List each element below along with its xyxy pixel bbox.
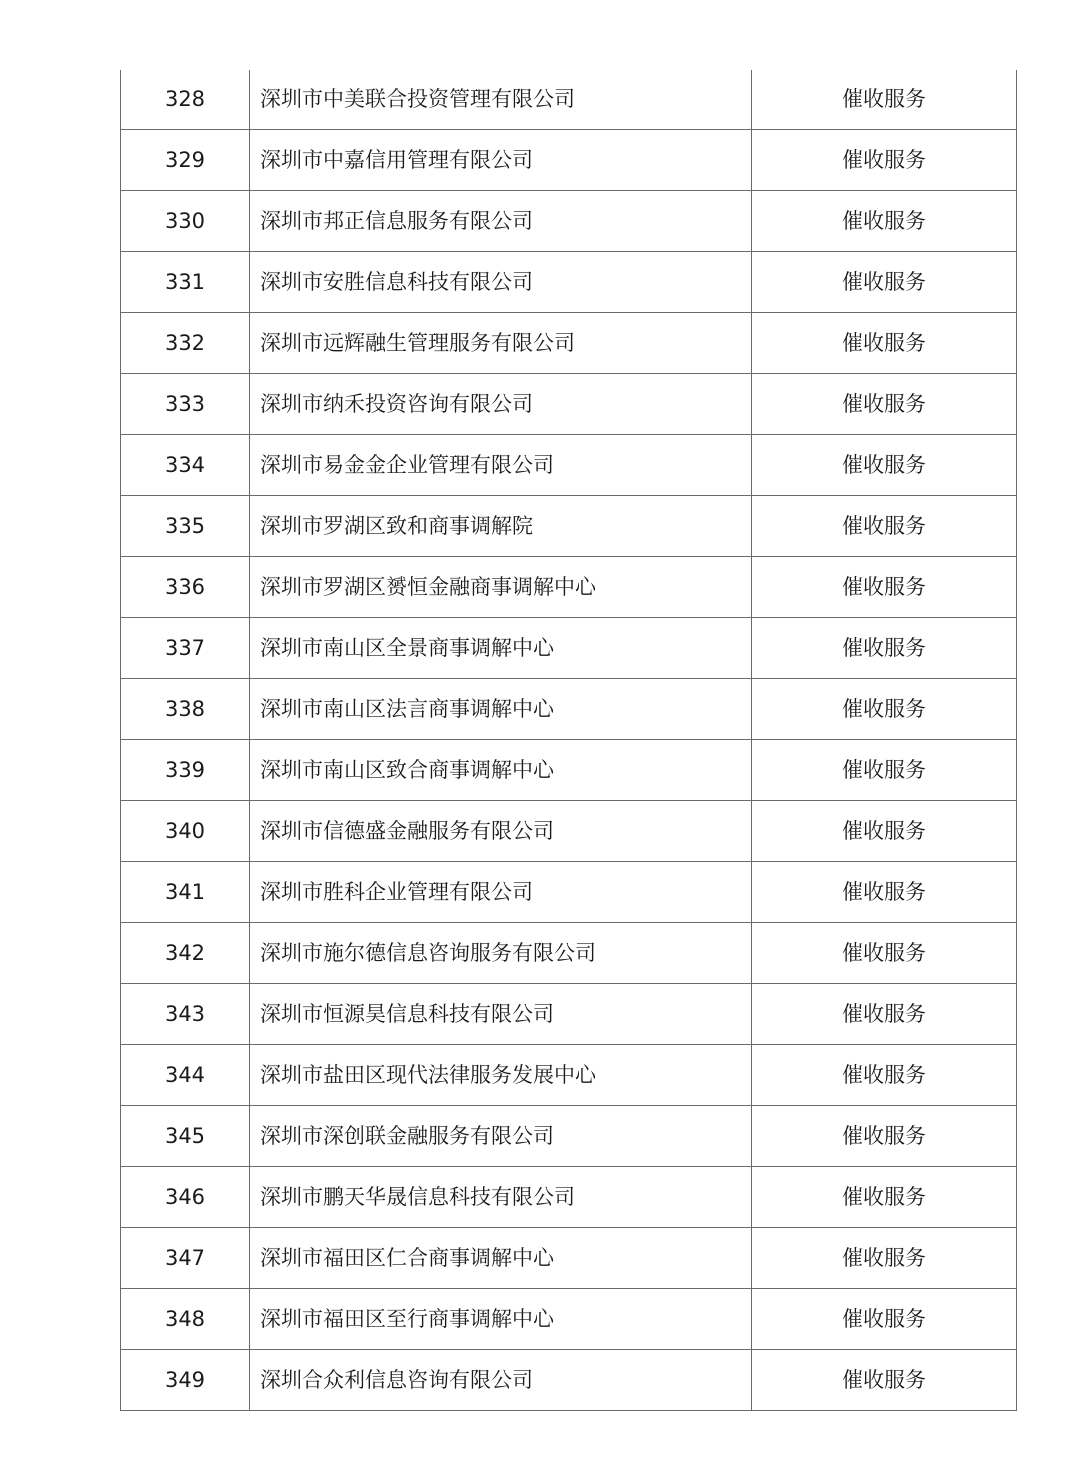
table-row: [121, 1289, 1017, 1350]
table-row: [121, 252, 1017, 313]
table-row: [121, 1350, 1017, 1411]
row-number: 333: [121, 374, 250, 435]
service-type: 催收服务: [752, 1350, 1017, 1411]
company-name: 深圳市中美联合投资管理有限公司: [250, 70, 752, 130]
table-row: [121, 374, 1017, 435]
table-row: [121, 70, 1017, 130]
service-type: 催收服务: [752, 618, 1017, 679]
table-row: [121, 1167, 1017, 1228]
table-row: [121, 984, 1017, 1045]
table-row: [121, 1228, 1017, 1289]
service-type: 催收服务: [752, 1167, 1017, 1228]
company-list-table: [120, 70, 1017, 1411]
row-number: 337: [121, 618, 250, 679]
row-number: 332: [121, 313, 250, 374]
service-type: 催收服务: [752, 1289, 1017, 1350]
company-name: 深圳市南山区全景商事调解中心: [250, 618, 752, 679]
service-type: 催收服务: [752, 679, 1017, 740]
row-number: 328: [121, 70, 250, 130]
row-number: 339: [121, 740, 250, 801]
service-type: 催收服务: [752, 923, 1017, 984]
service-type: 催收服务: [752, 801, 1017, 862]
service-type: 催收服务: [752, 862, 1017, 923]
table-body: [121, 70, 1017, 1411]
service-type: 催收服务: [752, 1106, 1017, 1167]
row-number: 331: [121, 252, 250, 313]
row-number: 346: [121, 1167, 250, 1228]
table-row: [121, 618, 1017, 679]
company-name: 深圳市南山区致合商事调解中心: [250, 740, 752, 801]
document-page: [120, 70, 1016, 1411]
row-number: 335: [121, 496, 250, 557]
row-number: 344: [121, 1045, 250, 1106]
table-row: [121, 923, 1017, 984]
table-row: [121, 679, 1017, 740]
row-number: 336: [121, 557, 250, 618]
company-name: 深圳市罗湖区致和商事调解院: [250, 496, 752, 557]
table-row: [121, 740, 1017, 801]
table-row: [121, 1045, 1017, 1106]
row-number: 345: [121, 1106, 250, 1167]
company-name: 深圳市深创联金融服务有限公司: [250, 1106, 752, 1167]
service-type: 催收服务: [752, 130, 1017, 191]
row-number: 342: [121, 923, 250, 984]
company-name: 深圳市信德盛金融服务有限公司: [250, 801, 752, 862]
company-name: 深圳市福田区至行商事调解中心: [250, 1289, 752, 1350]
company-name: 深圳市中嘉信用管理有限公司: [250, 130, 752, 191]
table-row: [121, 191, 1017, 252]
service-type: 催收服务: [752, 1228, 1017, 1289]
company-name: 深圳合众利信息咨询有限公司: [250, 1350, 752, 1411]
service-type: 催收服务: [752, 435, 1017, 496]
company-name: 深圳市盐田区现代法律服务发展中心: [250, 1045, 752, 1106]
row-number: 329: [121, 130, 250, 191]
service-type: 催收服务: [752, 496, 1017, 557]
row-number: 338: [121, 679, 250, 740]
company-name: 深圳市鹏天华晟信息科技有限公司: [250, 1167, 752, 1228]
company-name: 深圳市邦正信息服务有限公司: [250, 191, 752, 252]
row-number: 341: [121, 862, 250, 923]
row-number: 340: [121, 801, 250, 862]
service-type: 催收服务: [752, 1045, 1017, 1106]
service-type: 催收服务: [752, 557, 1017, 618]
table-row: [121, 313, 1017, 374]
row-number: 330: [121, 191, 250, 252]
service-type: 催收服务: [752, 252, 1017, 313]
table-row: [121, 435, 1017, 496]
table-row: [121, 1106, 1017, 1167]
row-number: 343: [121, 984, 250, 1045]
service-type: 催收服务: [752, 374, 1017, 435]
service-type: 催收服务: [752, 191, 1017, 252]
service-type: 催收服务: [752, 313, 1017, 374]
service-type: 催收服务: [752, 740, 1017, 801]
row-number: 349: [121, 1350, 250, 1411]
table-row: [121, 801, 1017, 862]
table-row: [121, 130, 1017, 191]
company-name: 深圳市胜科企业管理有限公司: [250, 862, 752, 923]
service-type: 催收服务: [752, 70, 1017, 130]
company-name: 深圳市安胜信息科技有限公司: [250, 252, 752, 313]
row-number: 347: [121, 1228, 250, 1289]
company-name: 深圳市纳禾投资咨询有限公司: [250, 374, 752, 435]
service-type: 催收服务: [752, 984, 1017, 1045]
company-name: 深圳市南山区法言商事调解中心: [250, 679, 752, 740]
company-name: 深圳市福田区仁合商事调解中心: [250, 1228, 752, 1289]
table-row: [121, 557, 1017, 618]
table-row: [121, 862, 1017, 923]
company-name: 深圳市易金金企业管理有限公司: [250, 435, 752, 496]
company-name: 深圳市远辉融生管理服务有限公司: [250, 313, 752, 374]
company-name: 深圳市罗湖区赟恒金融商事调解中心: [250, 557, 752, 618]
row-number: 348: [121, 1289, 250, 1350]
company-name: 深圳市恒源昊信息科技有限公司: [250, 984, 752, 1045]
table-row: [121, 496, 1017, 557]
company-name: 深圳市施尔德信息咨询服务有限公司: [250, 923, 752, 984]
row-number: 334: [121, 435, 250, 496]
